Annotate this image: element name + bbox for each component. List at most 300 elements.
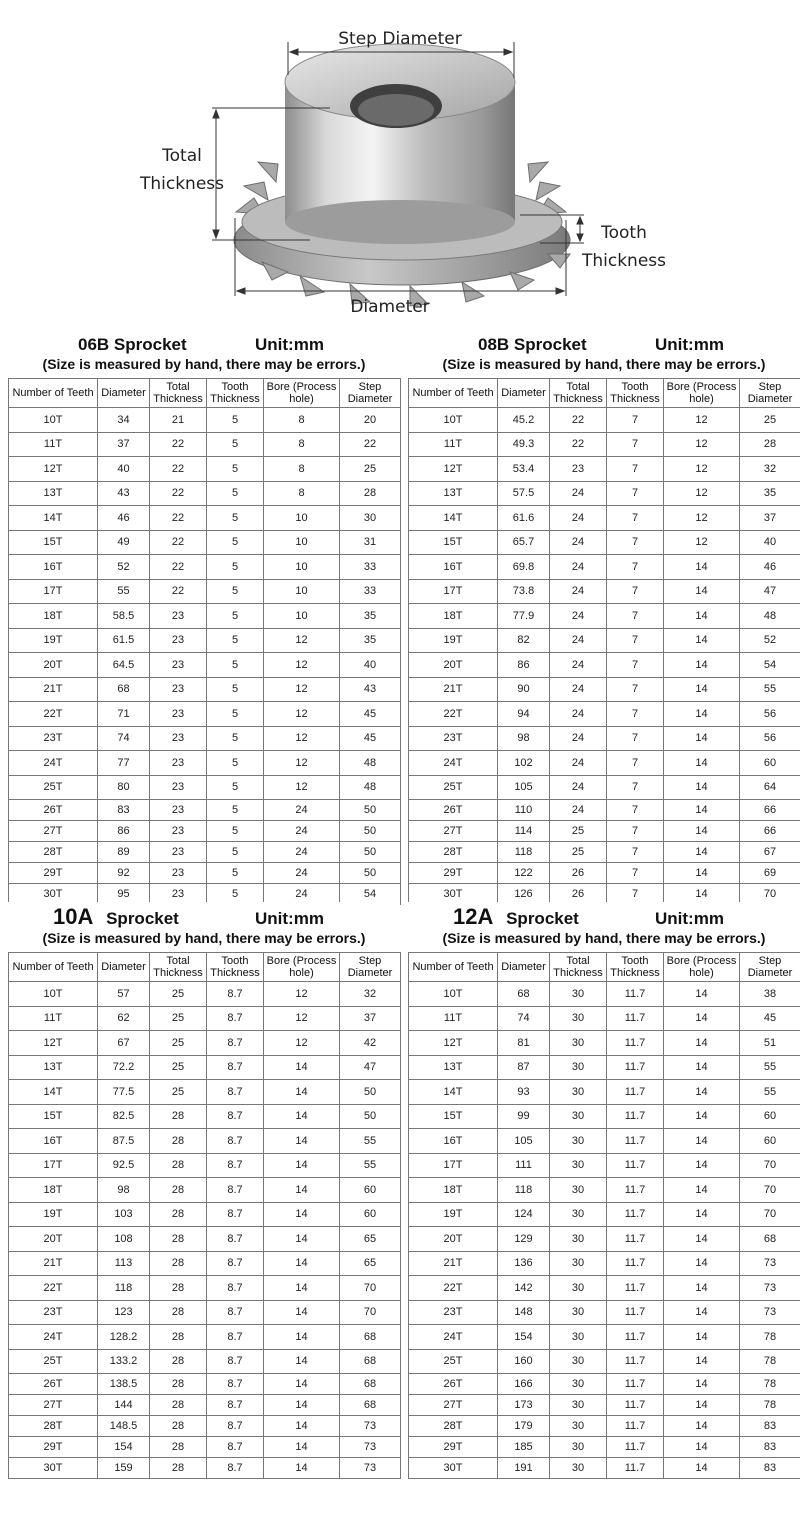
cell-diameter: 45.2 [498, 408, 550, 433]
cell-diameter: 160 [498, 1349, 550, 1374]
cell-teeth: 16T [9, 1129, 98, 1154]
table-row [409, 1202, 800, 1227]
table-row [9, 702, 401, 727]
sprocket-diagram [0, 0, 800, 326]
cell-tooth-thickness: 5 [207, 604, 264, 629]
cell-tooth-thickness: 8.7 [207, 1349, 264, 1374]
cell-total-thickness: 22 [150, 481, 207, 506]
cell-diameter: 148.5 [98, 1416, 150, 1437]
cell-teeth: 12T [409, 457, 498, 482]
cell-total-thickness: 28 [150, 1300, 207, 1325]
table-row [9, 1458, 401, 1479]
cell-diameter: 99 [498, 1104, 550, 1129]
cell-bore: 14 [664, 1416, 740, 1437]
cell-tooth-thickness: 7 [607, 751, 664, 776]
cell-bore: 14 [664, 1202, 740, 1227]
cell-step-diameter: 70 [340, 1300, 401, 1325]
chain-code: 06B [78, 335, 110, 354]
cell-bore: 14 [664, 1300, 740, 1325]
cell-tooth-thickness: 11.7 [607, 1349, 664, 1374]
cell-bore: 14 [664, 1129, 740, 1154]
cell-teeth: 19T [409, 1202, 498, 1227]
cell-total-thickness: 22 [150, 506, 207, 531]
cell-total-thickness: 28 [150, 1437, 207, 1458]
measurement-note: (Size is measured by hand, there may be errors.) [42, 930, 366, 946]
cell-diameter: 138.5 [98, 1374, 150, 1395]
cell-diameter: 71 [98, 702, 150, 727]
cell-step-diameter: 65 [340, 1227, 401, 1252]
cell-teeth: 26T [9, 1374, 98, 1395]
cell-total-thickness: 28 [150, 1251, 207, 1276]
cell-diameter: 86 [98, 821, 150, 842]
table-row [409, 1300, 800, 1325]
cell-total-thickness: 30 [550, 1251, 607, 1276]
table-row [409, 726, 800, 751]
spec-table [8, 378, 401, 905]
table-row [9, 775, 401, 800]
cell-total-thickness: 28 [150, 1276, 207, 1301]
measurement-note: (Size is measured by hand, there may be errors.) [42, 356, 366, 372]
cell-bore: 14 [664, 884, 740, 905]
cell-teeth: 10T [9, 982, 98, 1007]
cell-bore: 14 [664, 702, 740, 727]
cell-total-thickness: 30 [550, 1300, 607, 1325]
cell-teeth: 25T [409, 775, 498, 800]
header-step-diameter: Step Diameter [340, 379, 401, 408]
table-row [409, 1104, 800, 1129]
sprocket-name [453, 904, 579, 930]
cell-tooth-thickness: 5 [207, 555, 264, 580]
cell-total-thickness: 28 [150, 1227, 207, 1252]
cell-total-thickness: 30 [550, 1458, 607, 1479]
header-teeth: Number of Teeth [409, 379, 498, 408]
table-row [409, 1276, 800, 1301]
cell-total-thickness: 30 [550, 1349, 607, 1374]
cell-total-thickness: 24 [550, 481, 607, 506]
cell-diameter: 67 [98, 1031, 150, 1056]
table-row [9, 821, 401, 842]
cell-diameter: 77.9 [498, 604, 550, 629]
block-title [8, 333, 400, 355]
table-row [9, 481, 401, 506]
cell-tooth-thickness: 11.7 [607, 1153, 664, 1178]
table-row [9, 1300, 401, 1325]
cell-step-diameter: 54 [340, 884, 401, 905]
cell-tooth-thickness: 8.7 [207, 1129, 264, 1154]
header-bore: Bore (Process hole) [264, 379, 340, 408]
cell-tooth-thickness: 8.7 [207, 1202, 264, 1227]
cell-diameter: 185 [498, 1437, 550, 1458]
table-row [409, 1458, 800, 1479]
cell-tooth-thickness: 11.7 [607, 1178, 664, 1203]
cell-tooth-thickness: 8.7 [207, 1374, 264, 1395]
cell-tooth-thickness: 11.7 [607, 1031, 664, 1056]
tooth-thickness-label [572, 219, 676, 275]
cell-diameter: 68 [98, 677, 150, 702]
cell-tooth-thickness: 5 [207, 775, 264, 800]
cell-diameter: 92.5 [98, 1153, 150, 1178]
header-tooth-thickness: Tooth Thickness [607, 379, 664, 408]
cell-bore: 14 [264, 1300, 340, 1325]
spec-block-10a [8, 902, 400, 1479]
header-step-diameter: Step Diameter [340, 953, 401, 982]
cell-tooth-thickness: 5 [207, 506, 264, 531]
cell-tooth-thickness: 5 [207, 751, 264, 776]
table-row [409, 555, 800, 580]
unit-label: Unit:mm [655, 335, 724, 354]
cell-teeth: 27T [9, 1395, 98, 1416]
cell-tooth-thickness: 5 [207, 726, 264, 751]
table-row [409, 1227, 800, 1252]
cell-teeth: 24T [409, 751, 498, 776]
cell-step-diameter: 73 [740, 1251, 800, 1276]
cell-total-thickness: 28 [150, 1129, 207, 1154]
cell-bore: 12 [264, 982, 340, 1007]
cell-bore: 8 [264, 408, 340, 433]
tooth-thickness-line-1: Tooth [601, 223, 647, 243]
cell-total-thickness: 23 [150, 604, 207, 629]
table-row [9, 506, 401, 531]
cell-teeth: 24T [409, 1325, 498, 1350]
cell-total-thickness: 28 [150, 1153, 207, 1178]
cell-teeth: 10T [409, 982, 498, 1007]
table-row [409, 653, 800, 678]
cell-diameter: 142 [498, 1276, 550, 1301]
cell-diameter: 102 [498, 751, 550, 776]
cell-tooth-thickness: 5 [207, 677, 264, 702]
cell-step-diameter: 28 [740, 432, 800, 457]
cell-bore: 14 [264, 1251, 340, 1276]
cell-bore: 14 [664, 863, 740, 884]
cell-teeth: 11T [409, 432, 498, 457]
cell-teeth: 28T [9, 1416, 98, 1437]
cell-teeth: 21T [409, 677, 498, 702]
cell-step-diameter: 69 [740, 863, 800, 884]
cell-tooth-thickness: 7 [607, 432, 664, 457]
cell-bore: 12 [264, 702, 340, 727]
table-row [409, 1153, 800, 1178]
cell-teeth: 26T [9, 800, 98, 821]
cell-bore: 14 [664, 842, 740, 863]
cell-teeth: 10T [9, 408, 98, 433]
cell-total-thickness: 25 [150, 1055, 207, 1080]
cell-total-thickness: 30 [550, 1031, 607, 1056]
table-row [409, 1080, 800, 1105]
cell-tooth-thickness: 11.7 [607, 1325, 664, 1350]
cell-diameter: 118 [498, 842, 550, 863]
cell-teeth: 12T [9, 1031, 98, 1056]
cell-bore: 24 [264, 800, 340, 821]
cell-step-diameter: 68 [340, 1349, 401, 1374]
cell-step-diameter: 40 [740, 530, 800, 555]
cell-step-diameter: 66 [740, 800, 800, 821]
cell-step-diameter: 35 [340, 628, 401, 653]
cell-bore: 12 [264, 677, 340, 702]
diameter-label: Diameter [350, 297, 430, 317]
cell-step-diameter: 50 [340, 863, 401, 884]
cell-tooth-thickness: 11.7 [607, 1055, 664, 1080]
cell-total-thickness: 30 [550, 1276, 607, 1301]
table-row [409, 481, 800, 506]
block-title [8, 904, 400, 929]
cell-total-thickness: 25 [150, 982, 207, 1007]
cell-total-thickness: 28 [150, 1202, 207, 1227]
cell-teeth: 27T [409, 1395, 498, 1416]
cell-teeth: 27T [9, 821, 98, 842]
cell-step-diameter: 73 [340, 1437, 401, 1458]
cell-teeth: 29T [9, 863, 98, 884]
table-row [409, 1416, 800, 1437]
block-header [408, 902, 800, 952]
cell-total-thickness: 24 [550, 800, 607, 821]
cell-tooth-thickness: 7 [607, 677, 664, 702]
cell-teeth: 27T [409, 821, 498, 842]
cell-total-thickness: 28 [150, 1178, 207, 1203]
cell-bore: 14 [264, 1055, 340, 1080]
cell-teeth: 16T [9, 555, 98, 580]
cell-bore: 14 [664, 800, 740, 821]
cell-diameter: 61.5 [98, 628, 150, 653]
cell-total-thickness: 23 [150, 751, 207, 776]
cell-bore: 14 [664, 579, 740, 604]
cell-total-thickness: 24 [550, 702, 607, 727]
cell-diameter: 53.4 [498, 457, 550, 482]
chain-code: 08B [478, 335, 510, 354]
table-row [409, 1325, 800, 1350]
cell-tooth-thickness: 5 [207, 579, 264, 604]
table-header-row [9, 953, 401, 982]
cell-diameter: 110 [498, 800, 550, 821]
cell-bore: 14 [264, 1395, 340, 1416]
cell-teeth: 22T [9, 702, 98, 727]
table-row [409, 1031, 800, 1056]
cell-bore: 24 [264, 821, 340, 842]
cell-bore: 12 [264, 653, 340, 678]
cell-step-diameter: 38 [740, 982, 800, 1007]
cell-step-diameter: 56 [740, 726, 800, 751]
cell-diameter: 111 [498, 1153, 550, 1178]
cell-diameter: 46 [98, 506, 150, 531]
cell-diameter: 103 [98, 1202, 150, 1227]
unit-label: Unit:mm [255, 335, 324, 354]
sprocket-name [53, 904, 179, 930]
cell-step-diameter: 60 [740, 1104, 800, 1129]
cell-diameter: 90 [498, 677, 550, 702]
cell-bore: 14 [264, 1374, 340, 1395]
cell-tooth-thickness: 8.7 [207, 1300, 264, 1325]
header-total-thickness: Total Thickness [550, 379, 607, 408]
cell-bore: 14 [664, 1251, 740, 1276]
table-row [9, 1395, 401, 1416]
table-row [409, 842, 800, 863]
cell-bore: 10 [264, 530, 340, 555]
cell-step-diameter: 50 [340, 1104, 401, 1129]
cell-bore: 14 [664, 1178, 740, 1203]
cell-step-diameter: 64 [740, 775, 800, 800]
header-teeth: Number of Teeth [409, 953, 498, 982]
cell-diameter: 118 [98, 1276, 150, 1301]
cell-total-thickness: 25 [150, 1006, 207, 1031]
cell-diameter: 173 [498, 1395, 550, 1416]
table-row [409, 677, 800, 702]
cell-diameter: 94 [498, 702, 550, 727]
cell-step-diameter: 48 [740, 604, 800, 629]
cell-step-diameter: 20 [340, 408, 401, 433]
step-diameter-label: Step Diameter [338, 29, 462, 49]
cell-teeth: 17T [409, 579, 498, 604]
table-row [409, 432, 800, 457]
cell-diameter: 64.5 [98, 653, 150, 678]
cell-teeth: 13T [9, 1055, 98, 1080]
cell-step-diameter: 73 [740, 1300, 800, 1325]
unit-label: Unit:mm [655, 909, 724, 928]
cell-bore: 8 [264, 432, 340, 457]
cell-tooth-thickness: 7 [607, 775, 664, 800]
cell-tooth-thickness: 8.7 [207, 1178, 264, 1203]
cell-diameter: 58.5 [98, 604, 150, 629]
cell-diameter: 82.5 [98, 1104, 150, 1129]
cell-teeth: 13T [409, 1055, 498, 1080]
cell-total-thickness: 23 [150, 677, 207, 702]
cell-bore: 12 [664, 457, 740, 482]
table-row [9, 432, 401, 457]
cell-tooth-thickness: 5 [207, 457, 264, 482]
cell-step-diameter: 78 [740, 1349, 800, 1374]
cell-diameter: 77 [98, 751, 150, 776]
cell-diameter: 72.2 [98, 1055, 150, 1080]
cell-diameter: 80 [98, 775, 150, 800]
header-tooth-thickness: Tooth Thickness [207, 953, 264, 982]
cell-bore: 14 [664, 1031, 740, 1056]
cell-teeth: 30T [409, 884, 498, 905]
cell-step-diameter: 55 [340, 1153, 401, 1178]
cell-bore: 12 [264, 775, 340, 800]
cell-step-diameter: 33 [340, 579, 401, 604]
cell-tooth-thickness: 7 [607, 604, 664, 629]
cell-tooth-thickness: 11.7 [607, 1202, 664, 1227]
cell-step-diameter: 73 [340, 1416, 401, 1437]
cell-tooth-thickness: 7 [607, 481, 664, 506]
cell-step-diameter: 31 [340, 530, 401, 555]
cell-teeth: 15T [409, 530, 498, 555]
cell-bore: 14 [264, 1276, 340, 1301]
table-row [9, 408, 401, 433]
cell-teeth: 12T [409, 1031, 498, 1056]
total-thickness-line-2: Thickness [139, 174, 225, 194]
cell-tooth-thickness: 8.7 [207, 1104, 264, 1129]
cell-teeth: 22T [409, 1276, 498, 1301]
cell-bore: 14 [264, 1227, 340, 1252]
cell-diameter: 154 [98, 1437, 150, 1458]
cell-total-thickness: 30 [550, 1202, 607, 1227]
cell-diameter: 34 [98, 408, 150, 433]
table-row [9, 1276, 401, 1301]
cell-total-thickness: 28 [150, 1416, 207, 1437]
cell-diameter: 69.8 [498, 555, 550, 580]
table-row [9, 1055, 401, 1080]
table-row [409, 1349, 800, 1374]
cell-diameter: 40 [98, 457, 150, 482]
cell-total-thickness: 22 [150, 530, 207, 555]
cell-diameter: 83 [98, 800, 150, 821]
cell-step-diameter: 50 [340, 842, 401, 863]
cell-bore: 14 [264, 1080, 340, 1105]
table-row [9, 457, 401, 482]
cell-bore: 12 [264, 1006, 340, 1031]
cell-tooth-thickness: 11.7 [607, 1395, 664, 1416]
cell-total-thickness: 28 [150, 1374, 207, 1395]
table-row [409, 506, 800, 531]
cell-teeth: 26T [409, 1374, 498, 1395]
cell-diameter: 113 [98, 1251, 150, 1276]
cell-teeth: 14T [9, 1080, 98, 1105]
cell-step-diameter: 25 [340, 457, 401, 482]
cell-teeth: 28T [409, 1416, 498, 1437]
cell-bore: 14 [664, 726, 740, 751]
cell-step-diameter: 50 [340, 1080, 401, 1105]
cell-total-thickness: 30 [550, 1055, 607, 1080]
cell-teeth: 30T [9, 1458, 98, 1479]
cell-teeth: 20T [9, 653, 98, 678]
cell-diameter: 118 [498, 1178, 550, 1203]
cell-bore: 14 [664, 1104, 740, 1129]
cell-teeth: 15T [409, 1104, 498, 1129]
cell-diameter: 105 [498, 1129, 550, 1154]
cell-bore: 14 [664, 677, 740, 702]
cell-total-thickness: 30 [550, 1395, 607, 1416]
measurement-note: (Size is measured by hand, there may be errors.) [442, 930, 766, 946]
cell-total-thickness: 24 [550, 653, 607, 678]
unit-label: Unit:mm [255, 909, 324, 928]
table-header-row [409, 379, 800, 408]
cell-bore: 24 [264, 884, 340, 905]
spec-block-12a [408, 902, 800, 1479]
header-bore: Bore (Process hole) [664, 953, 740, 982]
cell-teeth: 15T [9, 1104, 98, 1129]
cell-tooth-thickness: 11.7 [607, 1104, 664, 1129]
cell-teeth: 26T [409, 800, 498, 821]
cell-diameter: 82 [498, 628, 550, 653]
cell-tooth-thickness: 8.7 [207, 982, 264, 1007]
cell-step-diameter: 60 [340, 1202, 401, 1227]
cell-total-thickness: 23 [150, 884, 207, 905]
cell-step-diameter: 45 [340, 726, 401, 751]
table-row [9, 800, 401, 821]
cell-tooth-thickness: 11.7 [607, 1006, 664, 1031]
cell-total-thickness: 23 [150, 653, 207, 678]
cell-bore: 14 [664, 1458, 740, 1479]
cell-teeth: 24T [9, 751, 98, 776]
cell-step-diameter: 47 [340, 1055, 401, 1080]
cell-step-diameter: 37 [740, 506, 800, 531]
cell-total-thickness: 30 [550, 1153, 607, 1178]
cell-step-diameter: 28 [340, 481, 401, 506]
cell-total-thickness: 24 [550, 751, 607, 776]
cell-tooth-thickness: 7 [607, 800, 664, 821]
cell-teeth: 13T [9, 481, 98, 506]
cell-total-thickness: 24 [550, 677, 607, 702]
spec-block-08b [408, 328, 800, 905]
cell-tooth-thickness: 7 [607, 628, 664, 653]
cell-teeth: 21T [409, 1251, 498, 1276]
cell-total-thickness: 30 [550, 1416, 607, 1437]
cell-step-diameter: 52 [740, 628, 800, 653]
cell-bore: 14 [664, 1395, 740, 1416]
cell-total-thickness: 30 [550, 1325, 607, 1350]
cell-tooth-thickness: 7 [607, 506, 664, 531]
cell-bore: 14 [264, 1129, 340, 1154]
cell-diameter: 129 [498, 1227, 550, 1252]
